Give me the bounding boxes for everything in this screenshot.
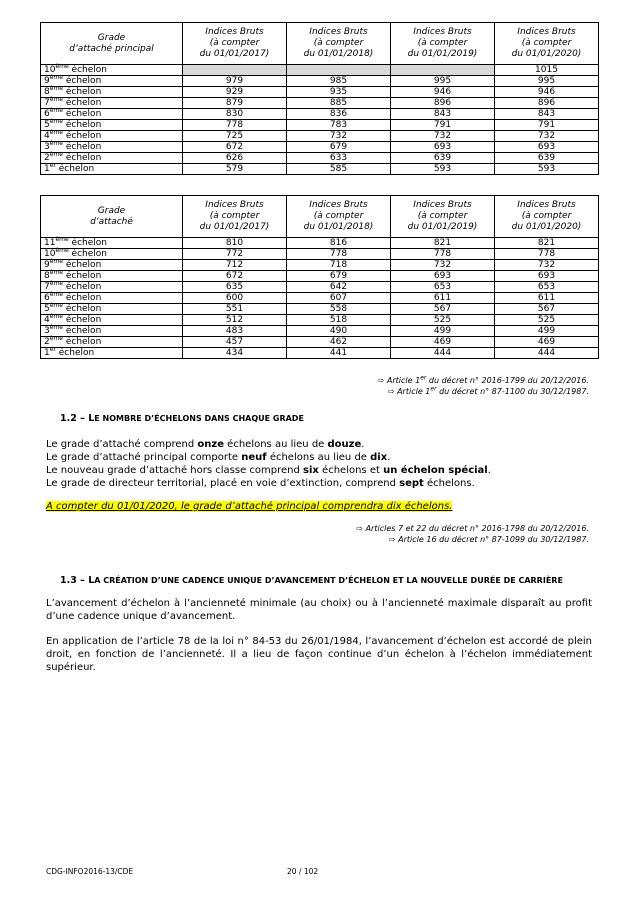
indice-value: 718 [287, 260, 391, 271]
indice-value [391, 65, 495, 76]
indice-value: 639 [391, 153, 495, 164]
indice-value: 518 [287, 315, 391, 326]
table-row [41, 282, 599, 293]
indice-value: 469 [391, 337, 495, 348]
indice-value: 525 [391, 315, 495, 326]
header-line: d’attaché principal [69, 43, 154, 54]
indice-value: 843 [495, 109, 599, 120]
indice-value: 444 [495, 348, 599, 359]
indice-value: 778 [183, 120, 287, 131]
reference-sup: er [430, 385, 437, 393]
echelon-word: échelon [68, 65, 107, 75]
echelon-number: 10 [44, 65, 56, 75]
indice-value: 885 [287, 98, 391, 109]
indice-value: 462 [287, 337, 391, 348]
header-line: du 01/01/2018) [303, 222, 374, 232]
grade-header [41, 196, 183, 238]
header-line: Indices Bruts [517, 200, 576, 210]
table-header-row [41, 196, 599, 238]
text-part: . [487, 465, 491, 476]
indice-value: 642 [287, 282, 391, 293]
indice-value: 732 [287, 131, 391, 142]
reference-line [356, 523, 589, 534]
table-attache-principal [40, 22, 599, 175]
table-row [41, 65, 599, 76]
indices-header [287, 196, 391, 238]
indices-header [183, 23, 287, 65]
echelon-suffix: ème [55, 247, 69, 254]
bold-term: onze [197, 439, 224, 450]
header-line: (à compter [417, 211, 468, 221]
echelon-number: 2 [44, 153, 50, 163]
table-row [41, 348, 599, 359]
echelon-number: 3 [44, 142, 50, 152]
indice-value: 725 [183, 131, 287, 142]
echelon-number: 8 [44, 271, 50, 281]
header-line: Indices Bruts [309, 200, 368, 210]
text-part: . [361, 439, 365, 450]
echelon-word: échelon [55, 348, 95, 358]
indice-value: 732 [495, 260, 599, 271]
indice-value: 679 [287, 142, 391, 153]
text-part: Le grade d’attaché principal comporte [46, 452, 242, 463]
echelon-number: 2 [44, 337, 50, 347]
header-line: Indices Bruts [309, 27, 368, 37]
echelon-suffix: ème [49, 107, 63, 114]
echelon-label [41, 348, 183, 359]
reference-sup: er [420, 374, 427, 382]
indice-value: 791 [391, 120, 495, 131]
table-header-row [41, 23, 599, 65]
arrow-icon: ⇨ [387, 387, 395, 396]
section-heading-1-3: 1.3 – LA CRÉATION D’UNE CADENCE UNIQUE D’AVANCEMENT D’ÉCHELON ET LA NOUVELLE DURÉE DE CARRIÈRE [60, 575, 563, 586]
echelon-number: 1 [44, 164, 50, 174]
echelon-number: 5 [44, 304, 50, 314]
indice-value: 499 [391, 326, 495, 337]
echelon-suffix: ème [55, 236, 69, 243]
echelon-number: 6 [44, 293, 50, 303]
indice-value: 979 [183, 76, 287, 87]
echelon-suffix: ème [49, 335, 63, 342]
indice-value: 778 [391, 249, 495, 260]
indice-value: 499 [495, 326, 599, 337]
indice-value: 469 [495, 337, 599, 348]
text-line [46, 464, 592, 477]
reference-text: Article 16 du décret n° 87-1099 du 30/12/1987. [395, 535, 589, 544]
echelon-word: échelon [68, 238, 107, 248]
indice-value: 995 [495, 76, 599, 87]
indice-value: 593 [495, 164, 599, 175]
page-number: 20 / 102 [287, 867, 319, 876]
indice-value: 512 [183, 315, 287, 326]
echelon-word: échelon [62, 120, 102, 130]
indices-header [495, 196, 599, 238]
indice-value: 843 [391, 109, 495, 120]
echelon-word: échelon [62, 304, 102, 314]
echelon-suffix: ème [49, 324, 63, 331]
indices-header [391, 23, 495, 65]
header-line: Grade [97, 205, 126, 216]
reference-line [378, 386, 589, 397]
header-line: Indices Bruts [205, 27, 264, 37]
text-part: échelons et [318, 465, 384, 476]
echelon-word: échelon [62, 260, 102, 270]
indice-value: 732 [391, 260, 495, 271]
indice-value: 611 [391, 293, 495, 304]
header-line: Grade [97, 32, 126, 43]
indice-value: 579 [183, 164, 287, 175]
echelon-label [41, 164, 183, 175]
indice-value: 567 [495, 304, 599, 315]
indice-value: 836 [287, 109, 391, 120]
text-part: Le grade de directeur territorial, placé en voie d’extinction, comprend [46, 478, 400, 489]
text-part: échelons au lieu de [266, 452, 371, 463]
indice-value: 830 [183, 109, 287, 120]
indice-value: 985 [287, 76, 391, 87]
indice-value: 607 [287, 293, 391, 304]
indice-value: 778 [495, 249, 599, 260]
echelon-number: 4 [44, 315, 50, 325]
echelon-word: échelon [62, 315, 102, 325]
echelon-word: échelon [62, 142, 102, 152]
indice-value: 995 [391, 76, 495, 87]
indice-value: 600 [183, 293, 287, 304]
echelon-suffix: ème [49, 291, 63, 298]
echelon-word: échelon [55, 164, 95, 174]
bold-term: neuf [241, 452, 267, 463]
reference-text: Article 1 [384, 376, 421, 385]
reference-line [378, 375, 589, 386]
header-line: du 01/01/2020) [511, 222, 582, 232]
echelon-suffix: ème [49, 74, 63, 81]
echelon-label [41, 153, 183, 164]
echelon-number: 4 [44, 131, 50, 141]
text-line [46, 451, 592, 464]
header-line: du 01/01/2018) [303, 49, 374, 59]
table-row [41, 87, 599, 98]
echelon-suffix: ème [49, 85, 63, 92]
echelon-suffix: ème [49, 269, 63, 276]
indice-value: 679 [287, 271, 391, 282]
text-part: échelons au lieu de [224, 439, 328, 450]
echelon-word: échelon [62, 326, 102, 336]
echelon-suffix: er [49, 162, 56, 169]
echelon-word: échelon [62, 293, 102, 303]
footer-reference: CDG-INFO2016-13/CDE [46, 867, 134, 876]
indice-value: 593 [391, 164, 495, 175]
echelon-word: échelon [62, 98, 102, 108]
reference-rest: du décret n° 2016-1799 du 20/12/2016. [426, 376, 589, 385]
table-row [41, 131, 599, 142]
indice-value: 783 [287, 120, 391, 131]
indice-value: 551 [183, 304, 287, 315]
indice-value: 653 [495, 282, 599, 293]
highlighted-note: A compter du 01/01/2020, le grade d’attaché principal comprendra dix échelons. [46, 501, 453, 512]
header-line: (à compter [521, 38, 572, 48]
indice-value: 525 [495, 315, 599, 326]
header-line: (à compter [209, 38, 260, 48]
indice-value: 444 [391, 348, 495, 359]
echelon-word: échelon [62, 76, 102, 86]
echelon-suffix: ème [49, 258, 63, 265]
header-line: (à compter [521, 211, 572, 221]
echelon-number: 9 [44, 76, 50, 86]
indice-value: 693 [391, 271, 495, 282]
echelon-word: échelon [62, 337, 102, 347]
echelon-number: 5 [44, 120, 50, 130]
header-line: Indices Bruts [517, 27, 576, 37]
indice-value: 633 [287, 153, 391, 164]
reference-text: Articles 7 et 22 du décret n° 2016-1798 du 20/12/2016. [363, 524, 589, 533]
indice-value: 490 [287, 326, 391, 337]
echelon-number: 9 [44, 260, 50, 270]
indice-value: 732 [391, 131, 495, 142]
indice-value [287, 65, 391, 76]
indices-header [391, 196, 495, 238]
echelon-suffix: ème [49, 118, 63, 125]
arrow-icon: ⇨ [377, 376, 385, 385]
indice-value: 693 [391, 142, 495, 153]
table-attache [40, 195, 599, 359]
header-line: (à compter [313, 211, 364, 221]
indice-value: 946 [495, 87, 599, 98]
table-row [41, 293, 599, 304]
paragraph-cadence: L’avancement d’échelon à l’ancienneté minimale (au choix) ou à l’ancienneté maximale disparaît au profit d’une cadence unique d’avancement. [46, 598, 592, 622]
header-line: du 01/01/2019) [407, 49, 478, 59]
header-line: d’attaché [90, 216, 133, 227]
echelon-word: échelon [62, 87, 102, 97]
table-row [41, 109, 599, 120]
header-line: du 01/01/2019) [407, 222, 478, 232]
legal-references-2 [356, 523, 589, 545]
indice-value: 879 [183, 98, 287, 109]
indice-value: 585 [287, 164, 391, 175]
indice-value: 483 [183, 326, 287, 337]
text-part: échelons. [423, 478, 475, 489]
echelon-word: échelon [62, 131, 102, 141]
table-row [41, 271, 599, 282]
echelon-word: échelon [68, 249, 107, 259]
indice-value: 441 [287, 348, 391, 359]
bold-term: sept [399, 478, 424, 489]
indice-value: 653 [391, 282, 495, 293]
echelon-suffix: ème [49, 313, 63, 320]
header-line: du 01/01/2017) [199, 49, 270, 59]
grade-header [41, 23, 183, 65]
echelon-suffix: ème [55, 63, 69, 70]
table-row [41, 98, 599, 109]
table-row [41, 120, 599, 131]
header-line: (à compter [209, 211, 260, 221]
header-line: (à compter [313, 38, 364, 48]
indice-value: 896 [495, 98, 599, 109]
echelon-word: échelon [62, 153, 102, 163]
echelon-suffix: er [49, 346, 56, 353]
indice-value: 635 [183, 282, 287, 293]
indice-value: 693 [495, 271, 599, 282]
indice-value: 732 [495, 131, 599, 142]
reference-text: Article 1 [394, 387, 431, 396]
bold-term: dix [370, 452, 388, 463]
echelon-label [41, 337, 183, 348]
table-row [41, 315, 599, 326]
legal-references-1 [378, 375, 589, 397]
echelon-word: échelon [62, 271, 102, 281]
indice-value: 929 [183, 87, 287, 98]
table-row [41, 142, 599, 153]
text-part: Le grade d’attaché comprend [46, 439, 198, 450]
section-heading-1-2: 1.2 – LE NOMBRE D’ÉCHELONS DANS CHAQUE GRADE [60, 413, 304, 424]
indice-value: 611 [495, 293, 599, 304]
indice-value: 672 [183, 142, 287, 153]
table-row [41, 238, 599, 249]
section-1-2-text [46, 438, 592, 490]
echelon-word: échelon [62, 109, 102, 119]
echelon-suffix: ème [49, 302, 63, 309]
indice-value: 946 [391, 87, 495, 98]
echelon-suffix: ème [49, 140, 63, 147]
indice-value: 816 [287, 238, 391, 249]
table-row [41, 249, 599, 260]
indice-value: 639 [495, 153, 599, 164]
indices-header [287, 23, 391, 65]
bold-term: douze [327, 439, 362, 450]
text-part: Le nouveau grade d’attaché hors classe comprend [46, 465, 304, 476]
text-part: . [387, 452, 391, 463]
table-row [41, 326, 599, 337]
header-line: Indices Bruts [413, 200, 472, 210]
bold-term: un échelon spécial [383, 465, 488, 476]
indice-value: 626 [183, 153, 287, 164]
indice-value: 672 [183, 271, 287, 282]
reference-line [356, 534, 589, 545]
echelon-number: 8 [44, 87, 50, 97]
echelon-suffix: ème [49, 151, 63, 158]
echelon-suffix: ème [49, 96, 63, 103]
indices-header [495, 23, 599, 65]
header-line: Indices Bruts [413, 27, 472, 37]
indice-value: 821 [495, 238, 599, 249]
header-line: (à compter [417, 38, 468, 48]
indice-value: 712 [183, 260, 287, 271]
table-row [41, 337, 599, 348]
echelon-number: 7 [44, 98, 50, 108]
indice-value: 778 [287, 249, 391, 260]
indice-value: 810 [183, 238, 287, 249]
arrow-icon: ⇨ [356, 524, 364, 533]
indice-value: 821 [391, 238, 495, 249]
table-row [41, 76, 599, 87]
echelon-number: 1 [44, 348, 50, 358]
reference-rest: du décret n° 87-1100 du 30/12/1987. [436, 387, 589, 396]
indice-value: 457 [183, 337, 287, 348]
echelon-number: 7 [44, 282, 50, 292]
text-line [46, 438, 592, 451]
indices-header [183, 196, 287, 238]
echelon-number: 10 [44, 249, 56, 259]
indice-value [183, 65, 287, 76]
echelon-suffix: ème [49, 280, 63, 287]
echelon-word: échelon [62, 282, 102, 292]
indice-value: 791 [495, 120, 599, 131]
echelon-suffix: ème [49, 129, 63, 136]
indice-value: 1015 [495, 65, 599, 76]
header-line: du 01/01/2020) [511, 49, 582, 59]
indice-value: 693 [495, 142, 599, 153]
indice-value: 935 [287, 87, 391, 98]
table-row [41, 304, 599, 315]
indice-value: 558 [287, 304, 391, 315]
arrow-icon: ⇨ [388, 535, 396, 544]
indice-value: 896 [391, 98, 495, 109]
table-row [41, 153, 599, 164]
echelon-number: 11 [44, 238, 56, 248]
echelon-number: 6 [44, 109, 50, 119]
echelon-number: 3 [44, 326, 50, 336]
indice-value: 434 [183, 348, 287, 359]
indice-value: 567 [391, 304, 495, 315]
bold-term: six [303, 465, 319, 476]
table-row [41, 260, 599, 271]
paragraph-application: En application de l’article 78 de la loi n° 84-53 du 26/01/1984, l’avancement d’échelon est accordé de plein droit, en fonction de l’ancienneté. Il a lieu de façon continue d’un échelon à l’échelon immédiatement supérieur. [46, 636, 592, 673]
header-line: du 01/01/2017) [199, 222, 270, 232]
header-line: Indices Bruts [205, 200, 264, 210]
text-line [46, 477, 592, 490]
indice-value: 772 [183, 249, 287, 260]
table-row [41, 164, 599, 175]
